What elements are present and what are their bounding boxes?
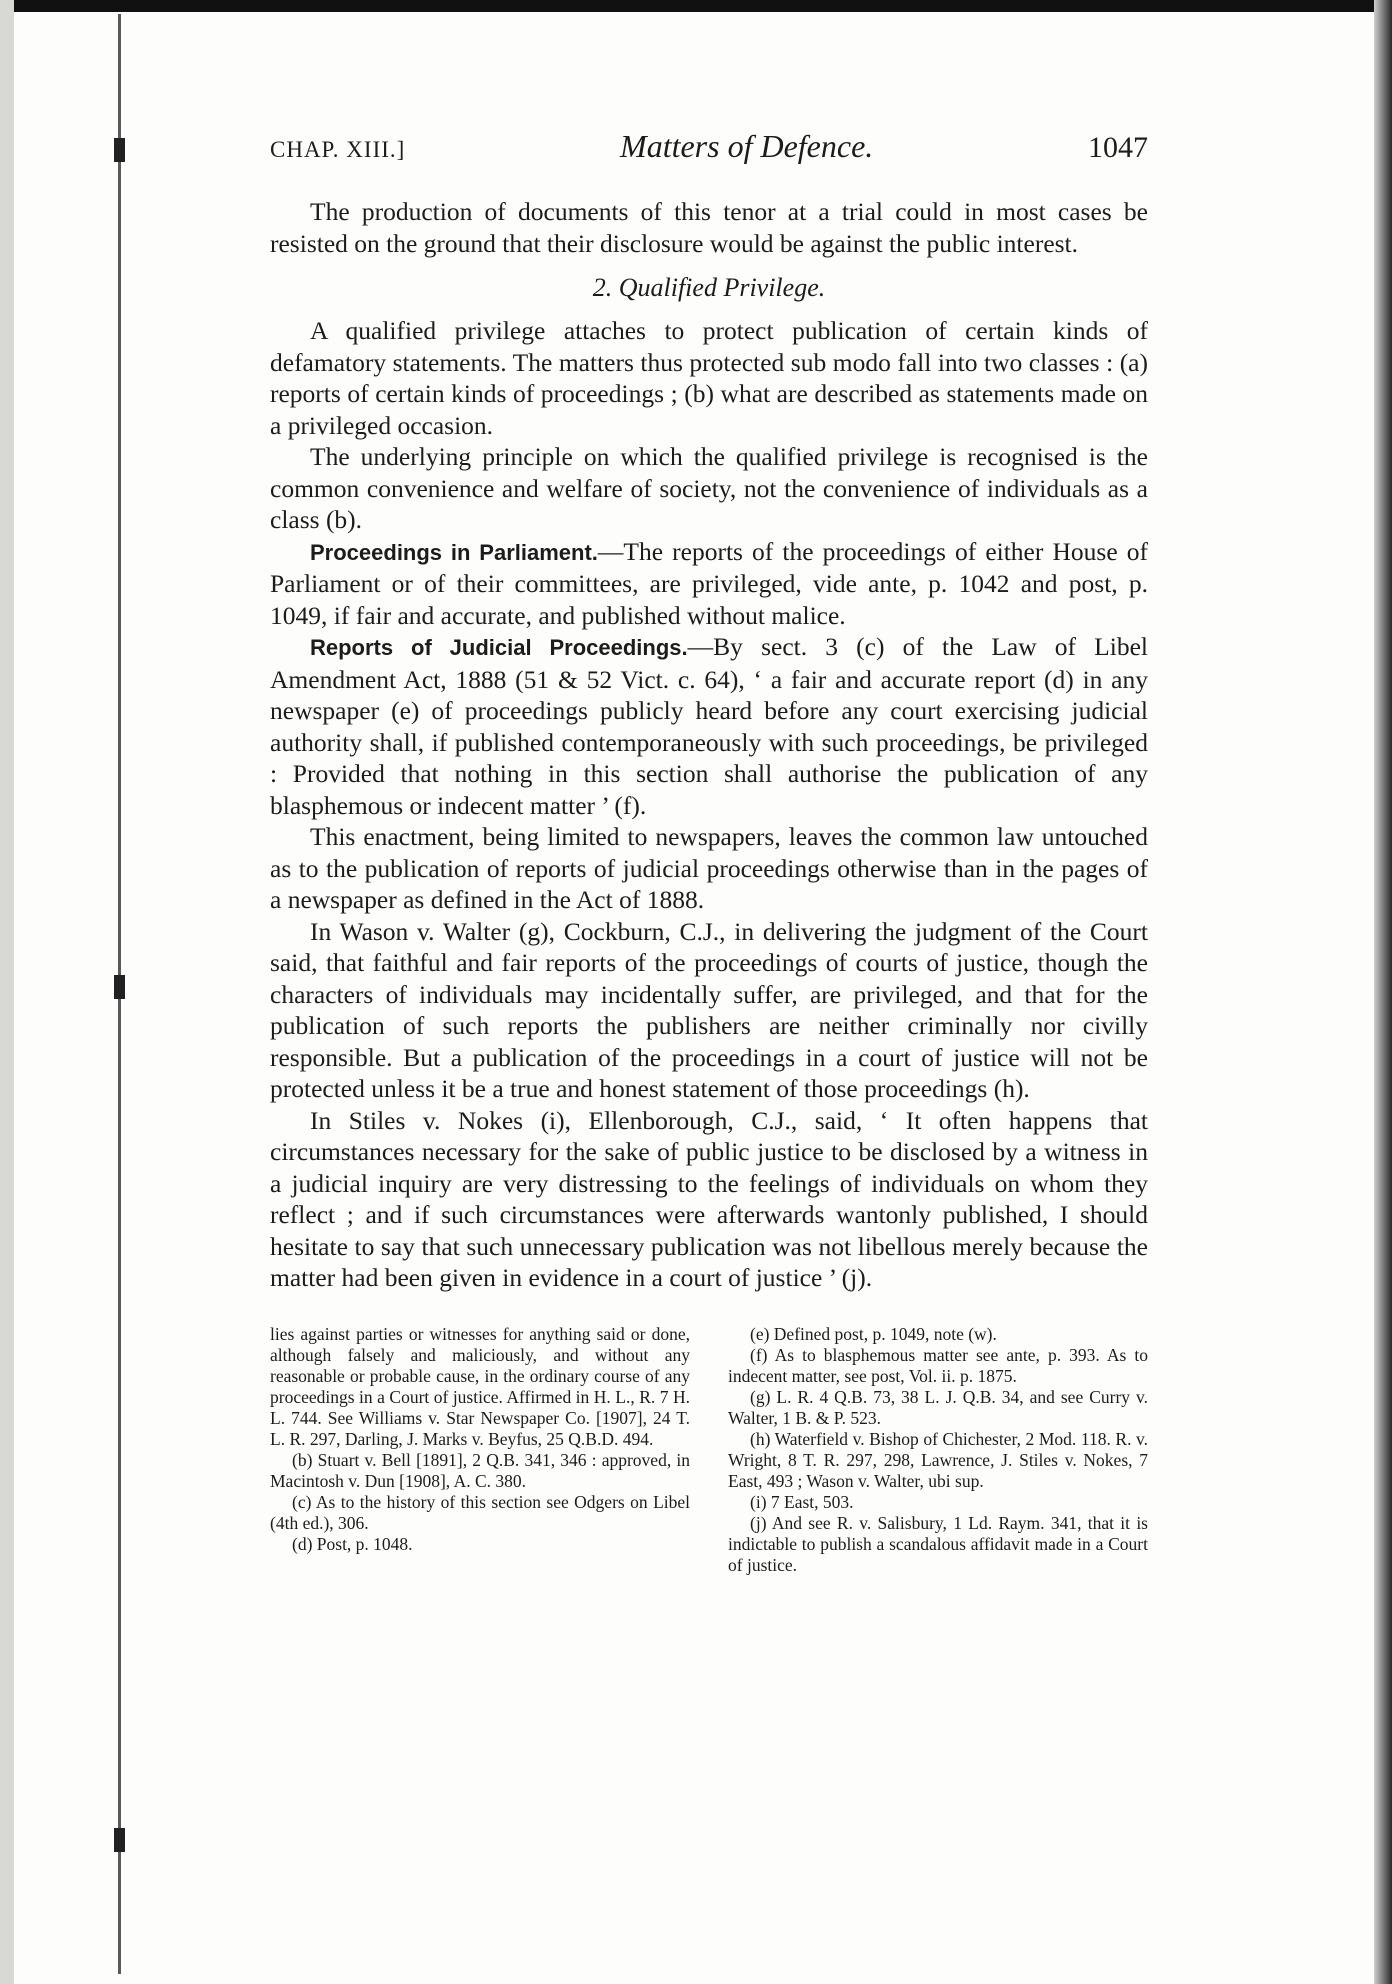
- section-heading: 2. Qualified Privilege.: [592, 273, 826, 302]
- binding-mark: [114, 1828, 125, 1852]
- binding-mark: [114, 138, 125, 162]
- paragraph: In Stiles v. Nokes (i), Ellenborough, C.J., said, ‘ It often happens that circumstances necessary for the sake of public justice to be disclosed by a witness in a judicial inquiry are very distressing to the feelings of individuals on whom they reflect ; and if such circumstances were afterwards wantonly published, I should hesitate to say that such unnecessary publication was not libellous merely because the matter had been given in evidence in a court of justice ’ (j).: [270, 1105, 1148, 1292]
- scan-top-edge: [0, 0, 1392, 12]
- footnote: (j) And see R. v. Salisbury, 1 Ld. Raym. 341, that it is indictable to publish a scandalous affidavit made in a Court of justice.: [728, 1512, 1148, 1575]
- paragraph: The production of documents of this tenor at a trial could in most cases be resisted on the ground that their disclosure would be against the public interest.: [270, 197, 1148, 258]
- paragraph: [270, 536, 1148, 632]
- footnote: lies against parties or witnesses for anything said or done, although falsely and maliciously, and without any reasonable or probable cause, in the ordinary course of any proceedings in a Court of justice. Affirmed in H. L., R. 7 H. L. 744. See Williams v. Star Newspaper Co. [1907], 24 T. L. R. 297, Darling, J. Marks v. Beyfus, 25 Q.B.D. 494.: [270, 1323, 690, 1449]
- paragraph-text: —By sect. 3 (c) of the Law of Libel Amendment Act, 1888 (51 & 52 Vict. c. 64), ‘ a fair and accurate report (d) in any newspaper (e) of proceedings publicly heard before any court exercising judicial authority shall, if published contemporaneously with such proceedings, be privileged : Provided that nothing in this section shall authorise the publication of any blasphemous or indecent matter ’ (f).: [270, 632, 1148, 820]
- footnote: (e) Defined post, p. 1049, note (w).: [750, 1323, 997, 1344]
- paragraph: The underlying principle on which the qualified privilege is recognised is the common convenience and welfare of society, not the convenience of individuals as a class (b).: [270, 442, 1148, 534]
- side-heading: Reports of Judicial Proceedings.: [310, 635, 688, 660]
- paragraph: [270, 631, 1148, 821]
- footnotes: [270, 1324, 1148, 1576]
- footnote: (f) As to blasphemous matter see ante, p. 393. As to indecent matter, see post, Vol. ii. p. 1875.: [728, 1344, 1148, 1386]
- paragraph: In Wason v. Walter (g), Cockburn, C.J., in delivering the judgment of the Court said, that faithful and fair reports of the proceedings of courts of justice, though the characters of individuals may incidentally suffer, are privileged, and that for the publication of such reports the publishers are neither criminally nor civilly responsible. But a publication of the proceedings in a court of justice will not be protected unless it be a true and honest statement of those proceedings (h).: [270, 916, 1148, 1103]
- binding-mark: [114, 975, 125, 999]
- paragraph: A qualified privilege attaches to protect publication of certain kinds of defamatory statements. The matters thus protected sub modo fall into two classes : (a) reports of certain kinds of proceedings ; (b) what are described as statements made on a privileged occasion.: [270, 316, 1148, 440]
- paragraph: This enactment, being limited to newspapers, leaves the common law untouched as to the publication of reports of judicial proceedings otherwise than in the pages of a newspaper as defined in the Act of 1888.: [270, 822, 1148, 914]
- book-page: [270, 128, 1148, 1576]
- scan-right-edge: [1374, 0, 1392, 1984]
- running-header: [270, 128, 1148, 176]
- footnote: (g) L. R. 4 Q.B. 73, 38 L. J. Q.B. 34, and see Curry v. Walter, 1 B. & P. 523.: [728, 1386, 1148, 1428]
- scan-left-edge: [0, 0, 14, 1984]
- side-heading: Proceedings in Parliament.: [310, 539, 598, 565]
- footnote: (h) Waterfield v. Bishop of Chichester, 2 Mod. 118. R. v. Wright, 8 T. R. 297, 298, Lawrence, J. Stiles v. Nokes, 7 East, 493 ; Wason v. Walter, ubi sup.: [728, 1428, 1148, 1491]
- footnote: (i) 7 East, 503.: [750, 1491, 854, 1512]
- footnote: (d) Post, p. 1048.: [292, 1533, 413, 1554]
- footnote: (b) Stuart v. Bell [1891], 2 Q.B. 341, 346 : approved, in Macintosh v. Dun [1908], A. C. 380.: [270, 1449, 690, 1491]
- page-number: 1047: [1088, 131, 1148, 164]
- running-title: Matters of Defence.: [620, 128, 874, 164]
- main-text: [270, 196, 1148, 1294]
- footnote: (c) As to the history of this section see Odgers on Libel (4th ed.), 306.: [270, 1491, 690, 1533]
- footnotes-left-column: [270, 1324, 690, 1576]
- chapter-label: CHAP. XIII.]: [270, 137, 406, 162]
- footnotes-right-column: [728, 1324, 1148, 1576]
- paragraph-text: —The reports of the proceedings of either House of Parliament or of their committees, are privileged, vide ante, p. 1042 and post, p. 1049, if fair and accurate, and published without malice.: [270, 536, 1148, 630]
